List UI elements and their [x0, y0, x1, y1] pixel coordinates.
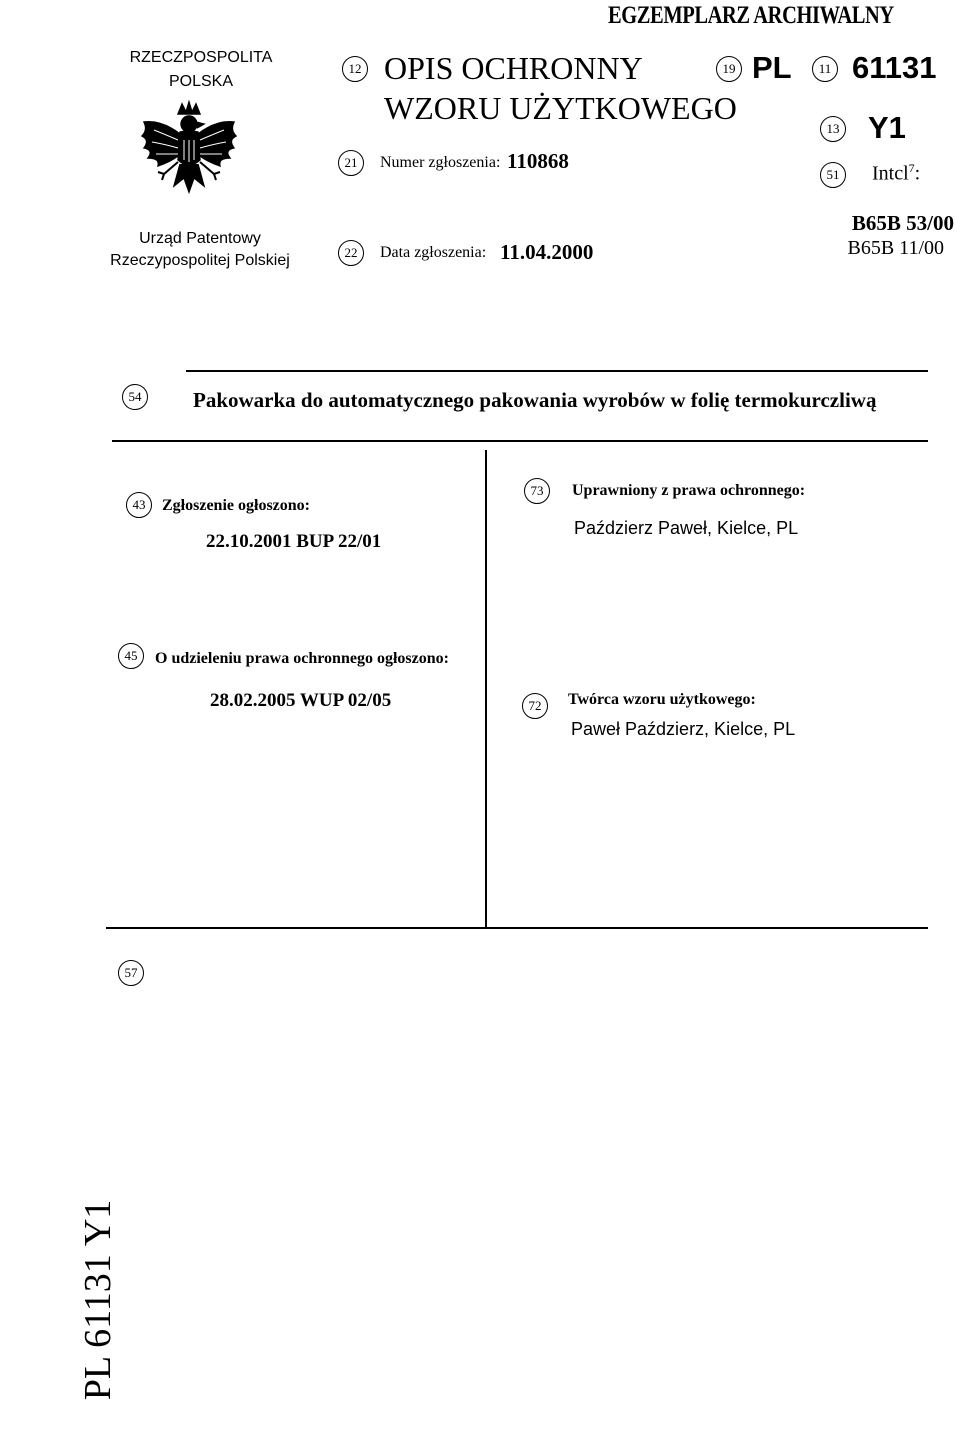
document-type-line-1: OPIS OCHRONNY: [384, 50, 643, 86]
office-line-2: Rzeczypospolitej Polskiej: [110, 252, 290, 269]
inid-code-72: 72: [522, 693, 548, 719]
inid-code-22: 22: [338, 240, 364, 266]
inid-code-12: 12: [342, 56, 368, 82]
inid-code-57: 57: [118, 960, 144, 986]
inid-code-19: 19: [716, 56, 742, 82]
document-kind: Y1: [868, 110, 906, 145]
country-line-1: RZECZPOSPOLITA: [129, 49, 273, 66]
classification-label-text: Intcl: [872, 162, 909, 185]
application-date: 11.04.2000: [500, 240, 594, 264]
country-name: [96, 46, 306, 94]
classification-primary: B65B 53/00: [851, 211, 954, 235]
inid-code-73: 73: [524, 478, 550, 504]
document-type-line-2: WZORU UŻYTKOWEGO: [384, 90, 737, 126]
published-application-value: 22.10.2001 BUP 22/01: [206, 531, 382, 552]
classification-label: [872, 161, 920, 186]
creator-value: Paweł Paździerz, Kielce, PL: [571, 719, 796, 739]
application-date-label: Data zgłoszenia:: [380, 244, 487, 261]
eagle-emblem-icon: [134, 100, 244, 212]
grant-published-label: O udzieleniu prawa ochronnego ogłoszono:: [155, 650, 449, 667]
side-document-label: PL 61131 Y1: [77, 1199, 119, 1401]
inid-code-13: 13: [820, 116, 846, 142]
patent-office: [90, 228, 310, 272]
classification-secondary: B65B 11/00: [847, 237, 944, 259]
inid-code-45: 45: [118, 643, 144, 669]
holder-value: Paździerz Paweł, Kielce, PL: [574, 518, 799, 538]
inid-code-51: 51: [820, 162, 846, 188]
country-code: PL: [752, 50, 792, 85]
inid-code-11: 11: [812, 56, 838, 82]
patent-number: 61131: [852, 50, 937, 85]
classification-edition: 7: [908, 161, 915, 175]
office-line-1: Urząd Patentowy: [139, 230, 261, 247]
utility-model-title: Pakowarka do automatycznego pakowania wyrobów w folię termokurczliwą: [193, 388, 877, 412]
holder-label: Uprawniony z prawa ochronnego:: [572, 482, 806, 499]
application-number: 110868: [507, 149, 569, 173]
inid-code-21: 21: [338, 150, 364, 176]
inid-code-54: 54: [122, 384, 148, 410]
divider-title-top: [186, 370, 928, 372]
archive-stamp: EGZEMPLARZ ARCHIWALNY: [608, 2, 894, 29]
country-line-2: POLSKA: [168, 73, 234, 90]
inid-code-43: 43: [126, 492, 152, 518]
document-type: [384, 48, 737, 128]
grant-published-value: 28.02.2005 WUP 02/05: [210, 690, 392, 711]
application-number-label: Numer zgłoszenia:: [380, 154, 501, 171]
divider-title-bottom: [112, 440, 928, 442]
classification-colon: :: [914, 162, 921, 185]
divider-abstract-top: [106, 927, 928, 929]
published-application-label: Zgłoszenie ogłoszono:: [162, 497, 310, 514]
column-divider: [485, 450, 487, 928]
creator-label: Twórca wzoru użytkowego:: [568, 691, 756, 708]
